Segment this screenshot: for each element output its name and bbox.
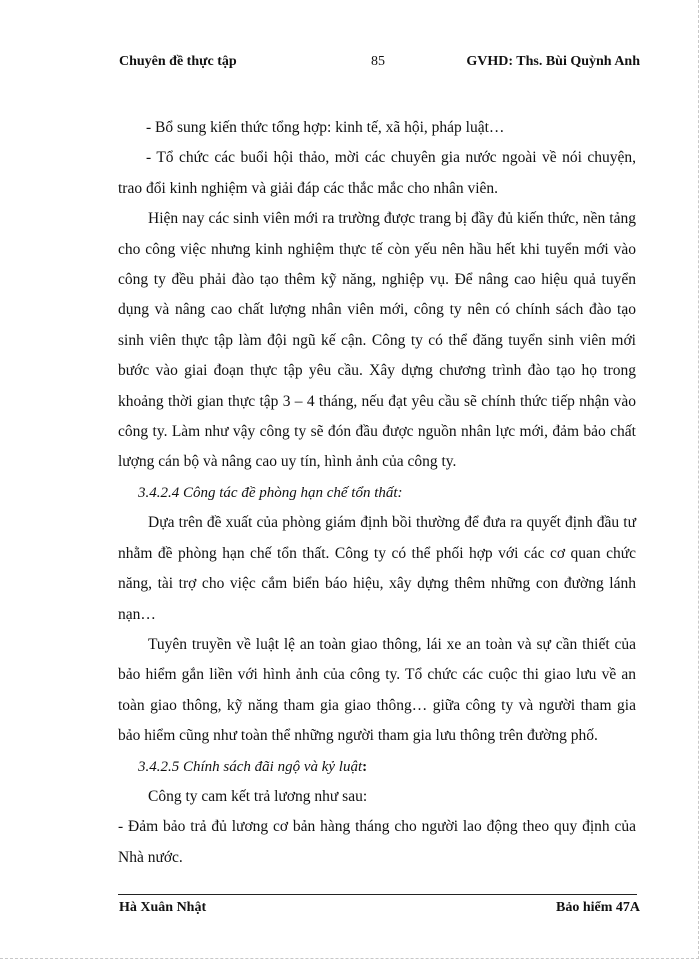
bullet-general-knowledge: - Bổ sung kiến thức tổng hợp: kinh tế, xã hội, pháp luật… — [146, 119, 505, 136]
header-document-title: Chuyên đề thực tập — [119, 54, 237, 69]
header-supervisor: GVHD: Ths. Bùi Quỳnh Anh — [466, 54, 640, 69]
page-footer — [119, 900, 640, 920]
section-heading-compensation — [118, 752, 636, 782]
paragraph-traffic-safety: Tuyên truyền về luật lệ an toàn giao thông, lái xe an toàn và sự cần thiết của bảo hiểm gắn liền với hình ảnh của công ty. Tổ chức các cuộc thi giao lưu về an toàn giao thông, kỹ năng tham gia giao thông… giữa công ty và người tham gia bảo hiểm cũng như toàn thể những người tham gia lưu thông trên đường phố. — [118, 635, 636, 745]
footer-class: Bảo hiểm 47A — [556, 900, 640, 915]
section-heading-compensation-text: 3.4.2.5 Chính sách đãi ngộ và kỷ luật — [138, 758, 363, 775]
paragraph-salary-commitment: Công ty cam kết trả lương như sau: — [148, 787, 368, 805]
section-heading-compensation-colon: : — [362, 758, 368, 775]
page-header — [119, 54, 640, 74]
section-heading-loss-prevention: 3.4.2.4 Công tác đề phòng hạn chế tổn thất: — [138, 484, 403, 501]
footer-divider — [118, 894, 637, 895]
footer-author: Hà Xuân Nhật — [119, 900, 207, 915]
paragraph-graduate-training: Hiện nay các sinh viên mới ra trường được trang bị đầy đủ kiến thức, nền tảng cho công việc nhưng kinh nghiệm thực tế còn yếu nên hầu hết khi tuyển mới vào công ty đều phải đào tạo thêm kỹ năng, nghiệp vụ. Để nâng cao hiệu quả tuyển dụng và nâng cao chất lượng nhân viên mới, công ty nên có chính sách đào tạo sinh viên thực tập làm đội ngũ kế cận. Công ty có thể đăng tuyển sinh viên mới bước vào giai đoạn thực tập yêu cầu. Xây dựng chương trình đào tạo họ trong khoảng thời gian thực tập 3 – 4 tháng, nếu đạt yêu cầu sẽ chính thức tiếp nhận vào công ty. Làm như vậy công ty sẽ đón đầu được nguồn nhân lực mới, đảm bảo chất lượng cán bộ và nâng cao uy tín, hình ảnh của công ty. — [118, 210, 636, 471]
header-page-number: 85 — [371, 54, 385, 69]
bullet-seminars: - Tổ chức các buổi hội thảo, mời các chuyên gia nước ngoài về nói chuyện, trao đổi kinh nghiệm và giải đáp các thắc mắc cho nhân viên. — [118, 149, 636, 197]
bullet-base-salary: - Đảm bảo trả đủ lương cơ bản hàng tháng cho người lao động theo quy định của Nhà nước. — [118, 818, 636, 866]
page-body — [118, 113, 636, 873]
paragraph-loss-prevention: Dựa trên đề xuất của phòng giám định bồi thường để đưa ra quyết định đầu tư nhằm đề phòng hạn chế tổn thất. Công ty có thể phối hợp với các cơ quan chức năng, tài trợ cho việc cắm biển báo hiệu, xây dựng thêm những con đường lánh nạn… — [118, 514, 636, 623]
